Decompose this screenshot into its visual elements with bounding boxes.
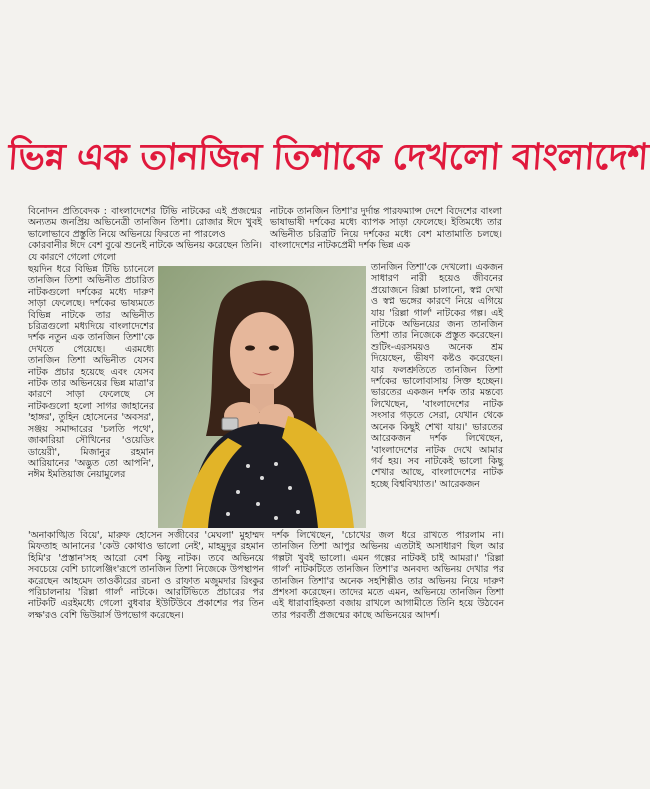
column-left-narrow: ছয়দিন ধরে বিভিন্ন টিভি চ্যানেলে তানজিন তিশা অভিনীত প্রচারিত নাটকগুলো দর্শকের মধ্যে দারুণ সাড়া ফেলেছে। দর্শকের ভাষ্যমতে বিভিন্ন নাটকে তার অভিনীত চরিত্রগুলো মধ্যদিয়ে বাংলাদেশের দর্শক নতুন এক তানজিন তিশা'কে দেখতে পেয়েছে। এরমধ্যে তানজিন তিশা অভিনীত যেসব নাটক প্রচার হয়েছে এবং যেসব নাটক তার অভিনয়ের ভিন্ন মাত্রা'র কারণে সাড়া ফেলেছে সে নাটকগুলো হলো সাগর জাহানের 'হাঙ্গর', তুহিন হোসেনের 'অবসর', সঞ্জয় সমাদ্দারের 'চলতি পথে', জাকারিয়া সৌখিনের 'ওয়েডিং ডায়েরী', মিজানুর রহমান আরিয়ানের 'অদ্ভুত তো আপনি', নঈম ইমতিয়াজ নেয়ামুলের bbox=[28, 264, 154, 481]
actress-photo bbox=[158, 266, 366, 528]
column-right-top bbox=[270, 206, 502, 252]
column-left-bottom: 'অনাকাঙ্খিত বিয়ে', মারুফ হোসেন সজীবের 'মেঘলা' মুহাম্মদ মিফতাহ আনানের 'কেউ কোথাও ভালো নেই', মাহমুদুর রহমান হিমি'র 'প্রস্তান'সহ আরো বেশ কিছু নাটক। তবে অভিনয়ে সবচেয়ে বেশি চ্যালেঞ্জিং'রূপে তানজিন তিশা নিজেকে উপস্থাপন করেছেন আহমেদ তাওকীরের রচনা ও রাফাত মজুমদার রিংকুর পরিচালনায় 'রিল্লা গার্ল' নাটকে। আরটিভিতে প্রচারের পর নাটকটি এরইমধ্যে গেলো বুধবার ইউটিউবে প্রকাশের পর তিন লক্ষ'রও বেশি ভিউয়ার্স উপভোগ করেছেন। bbox=[28, 530, 264, 621]
column-left-top bbox=[28, 206, 262, 263]
headline: ভিন্ন এক তানজিন তিশাকে দেখলো বাংলাদেশ bbox=[6, 137, 650, 178]
paragraph: কোরবানীর ঈদে বেশ বুঝে শুনেই নাটকে অভিনয় করেছেন তিনি। যে কারণে গেলো গেলো bbox=[28, 240, 262, 263]
paragraph: বিনোদন প্রতিবেদক : বাংলাদেশের টিভি নাটকের এই প্রজন্মের অন্যতম জনপ্রিয় অভিনেত্রী তানজিন তিশা। রোজার ঈদে খুবই ভালোভাবে প্রস্তুতি নিয়ে অভিনয়ে ফিরতে না পারলেও bbox=[28, 206, 262, 240]
paragraph: নাটকে তানজিন তিশা'র দুর্দান্ত পারফম্যান্স দেশে বিদেশের বাংলা ভাষাভাষী দর্শকের মধ্যে ব্যাপক সাড়া ফেলেছে। ইতিমধ্যে তার অভিনীত চরিত্রটি নিয়ে দর্শকের মধ্যে বেশ মাতামাতি চলছে। বাংলাদেশের নাটকপ্রেমী দর্শক ভিন্ন এক bbox=[270, 206, 502, 252]
column-right-bottom: দর্শক লিখেছেন, 'চোখের জল ধরে রাখতে পারলাম না। তানজিন তিশা আপুর অভিনয় এতটাই অসাধারণ ছিল আর গল্পটা খুবই ভালো। এমন গল্পের নাটকই চাই আমরা।' 'রিল্লা গার্ল' নাটকটিতে তানজিন তিশা'র অনবদ্য অভিনয় দেখার পর তানজিন তিশা'র অনেক সহশিল্পীও তার অভিনয় নিয়ে দারুণ প্রশংসা করেছেন। তাদের মতে এমন, অভিনয়ে তানজিন তিশা এই ধারাবাহিকতা বজায় রাখলে আগামীতে তিনি হয়ে উঠবেন তার পরবর্তী প্রজন্মের কাছে অভিনয়ের আদর্শ। bbox=[272, 530, 504, 621]
column-right-narrow: তানজিন তিশা'কে দেখলো। একজন সাধারণ নারী হয়েও জীবনের প্রয়োজনে রিক্সা চালানো, স্বপ্ন দেখা ও স্বপ্ন ভঙ্গের কারণে নিয়ে এগিয়ে যায় 'রিল্লা গার্ল' নাটকের গল্প। এই নাটকে অভিনয়ের জন্য তানজিন তিশা তার নিজেকে প্রস্তুত করেছেন। শুটিং-এরসময়ও অনেক শ্রম দিয়েছেন, ভীষণ কষ্টও করেছেন। যার ফলশ্রুতিতে তানজিন তিশা দর্শকের ভালোবাসায় সিক্ত হচ্ছেন। ভারতের একজন দর্শক তার মন্তব্যে লিখেছেন, 'বাংলাদেশের নাটক সংসার গড়তে সেরা, যেখান থেকে অনেক কিছুই শেখা যায়।' ভারতের আরেকজন দর্শক লিখেছেন, 'বাংলাদেশের নাটক দেখে আমার গর্ব হয়। সব নাটকেই ভালো কিছু শেখার আছে, বাংলাদেশের নাটক হচ্ছে বিশ্ববিখ্যাত।' আরেকজন bbox=[371, 262, 503, 490]
